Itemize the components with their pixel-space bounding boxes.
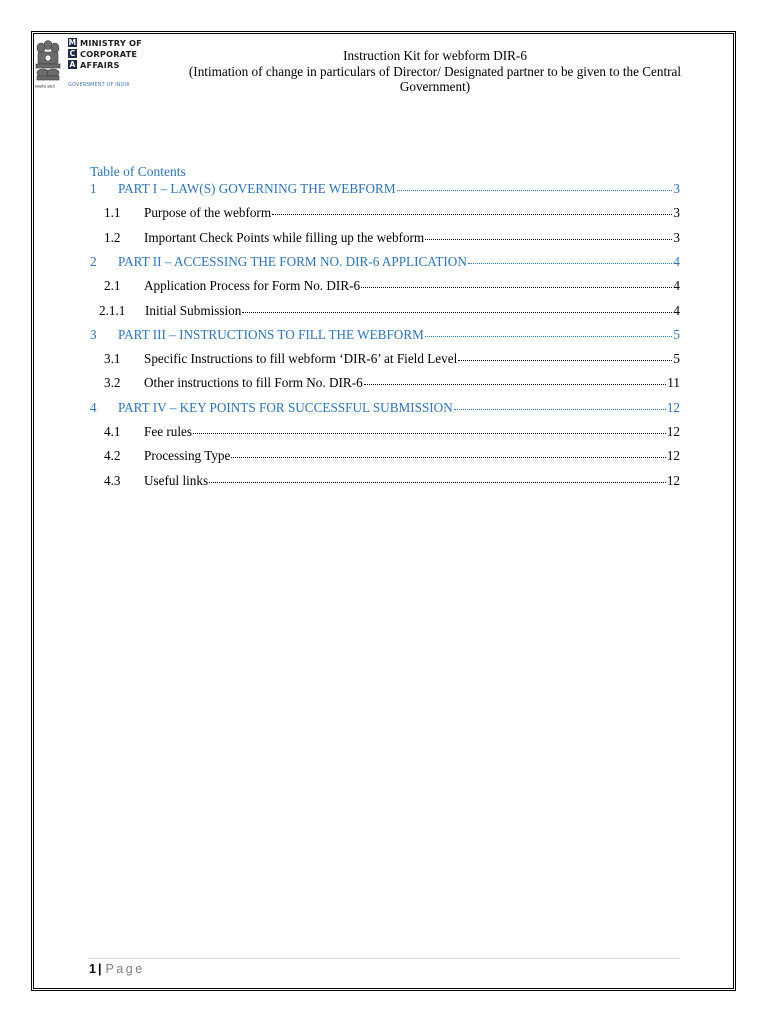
toc-entry-title: Specific Instructions to fill webform ‘DIR-6’ at Field Level	[144, 351, 458, 367]
page-footer	[89, 962, 145, 976]
toc-entry-title: Initial Submission	[145, 302, 242, 318]
logo-line-text: CORPORATE	[80, 49, 138, 59]
toc-dot-leader	[468, 252, 673, 264]
toc-entry-number: 4.3	[104, 472, 121, 488]
toc-entry-title: PART I – LAW(S) GOVERNING THE WEBFORM	[118, 181, 396, 196]
logo-letter-box: M	[68, 38, 77, 47]
toc-entry-title: Other instructions to fill Form No. DIR-6	[144, 375, 363, 391]
toc-entry[interactable]	[90, 400, 680, 417]
logo-line-affairs	[68, 60, 120, 70]
toc-entry-number: 1.1	[104, 205, 121, 221]
toc-entry[interactable]	[90, 303, 680, 320]
document-title: Instruction Kit for webform DIR-6	[343, 48, 527, 63]
toc-entry-page: 12	[666, 472, 680, 488]
toc-entry-title: Processing Type	[144, 448, 231, 464]
footer-divider	[88, 958, 680, 959]
toc-entry-title: Purpose of the webform	[144, 205, 272, 221]
toc-entry[interactable]	[90, 205, 680, 222]
page-label: Page	[105, 962, 145, 976]
toc-entry[interactable]	[90, 351, 680, 368]
toc-entry[interactable]	[90, 375, 680, 392]
toc-dot-leader	[272, 203, 672, 215]
toc-entry[interactable]	[90, 230, 680, 247]
national-emblem-icon	[35, 38, 61, 90]
toc-entry-page: 12	[666, 399, 680, 415]
logo-letter-box: A	[69, 60, 76, 69]
toc-entry-number: 4.2	[104, 448, 121, 464]
toc-entry[interactable]	[90, 327, 680, 344]
toc-entry-number: 2.1.1	[99, 302, 126, 318]
toc-dot-leader	[193, 422, 666, 434]
document-header	[170, 48, 700, 95]
toc-entry-title: Application Process for Form No. DIR-6	[144, 278, 361, 294]
toc-entry-page: 4	[673, 278, 680, 294]
toc-entry-number: 1	[90, 181, 97, 196]
toc-dot-leader	[454, 398, 666, 410]
toc-entry-title: Fee rules	[144, 424, 192, 439]
page-number: 1	[89, 962, 96, 976]
logo-line-text: MINISTRY OF	[80, 38, 142, 48]
toc-dot-leader	[361, 276, 672, 288]
toc-entry-number: 3	[90, 326, 97, 342]
toc-heading: Table of Contents	[90, 164, 186, 179]
toc-entry-page: 3	[673, 229, 680, 245]
toc-entry-number: 2	[90, 253, 97, 269]
toc-entry-page: 3	[673, 205, 680, 221]
toc-entry-number: 4.1	[104, 424, 121, 439]
toc-dot-leader	[242, 301, 672, 313]
toc-dot-leader	[458, 349, 672, 361]
toc-entry-page: 3	[673, 181, 680, 196]
emblem-caption: सत्यमेव जयते	[35, 84, 55, 89]
toc-entry[interactable]	[90, 473, 680, 490]
toc-entry-page: 5	[673, 351, 680, 367]
toc-entry-number: 3.1	[104, 351, 121, 367]
toc-entry[interactable]	[90, 424, 680, 441]
toc-entry-page: 12	[666, 424, 680, 439]
logo-line-ministry	[68, 38, 142, 48]
government-of-india-label: GOVERNMENT OF INDIA	[68, 82, 130, 88]
toc-dot-leader	[231, 446, 665, 458]
toc-dot-leader	[397, 179, 673, 191]
toc-entry[interactable]	[90, 181, 680, 198]
toc-entry-title: PART III – INSTRUCTIONS TO FILL THE WEBFORM	[118, 326, 424, 342]
toc-dot-leader	[425, 325, 673, 337]
toc-entry-page: 5	[673, 326, 680, 342]
toc-entry-page: 4	[673, 253, 680, 269]
toc-dot-leader	[364, 373, 667, 385]
mca-logo	[35, 38, 150, 92]
toc-entry-number: 4	[90, 399, 97, 415]
toc-entry-page: 12	[666, 448, 680, 464]
logo-letter-box: C	[69, 49, 76, 58]
toc-entry-title: Useful links	[144, 472, 209, 488]
logo-line-corporate	[68, 49, 137, 59]
toc-dot-leader	[425, 228, 672, 240]
toc-entry[interactable]	[90, 278, 680, 295]
toc-entry-page: 11	[667, 375, 680, 391]
logo-line-text: AFFAIRS	[80, 60, 120, 70]
document-subtitle: (Intimation of change in particulars of Director/ Designated partner to be given to the Central Government)	[188, 63, 682, 94]
toc-dot-leader	[209, 471, 666, 483]
toc-entry-page: 4	[673, 302, 680, 318]
toc-entry-number: 1.2	[104, 229, 121, 245]
toc-entry[interactable]	[90, 448, 680, 465]
toc-entry-number: 2.1	[104, 278, 121, 294]
toc-entry-title: Important Check Points while filling up the webform	[144, 229, 425, 245]
footer-separator: |	[97, 962, 102, 976]
toc-entry-title: PART IV – KEY POINTS FOR SUCCESSFUL SUBMISSION	[118, 399, 453, 415]
toc-entry-title: PART II – ACCESSING THE FORM NO. DIR-6 APPLICATION	[118, 253, 467, 269]
toc-entry[interactable]	[90, 254, 680, 271]
toc-entry-number: 3.2	[104, 375, 121, 391]
